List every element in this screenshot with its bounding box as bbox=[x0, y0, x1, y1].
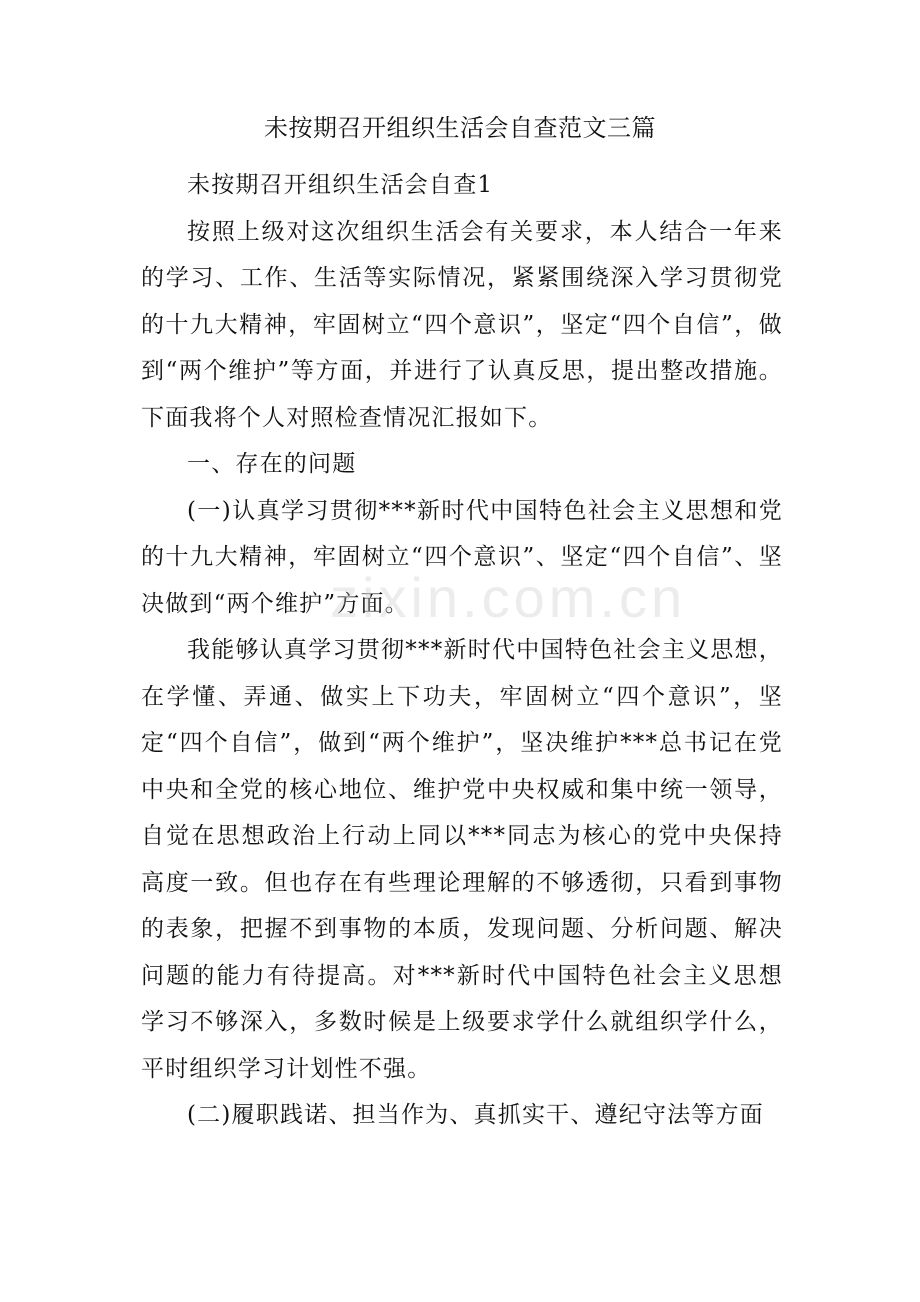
subheading-one: (一)认真学习贯彻***新时代中国特色社会主义思想和党的十九大精神，牢固树立“四个意识”、坚定“四个自信”、坚决做到“两个维护”方面。 bbox=[141, 497, 783, 617]
body-paragraph: 我能够认真学习贯彻***新时代中国特色社会主义思想，在学懂、弄通、做实上下功夫，牢固树立“四个意识”，坚定“四个自信”，做到“两个维护”，坚决维护***总书记在党中央和全党的核心地位、维护党中央权威和集中统一领导，自觉在思想政治上行动上同以***同志为核心的党中央保持高度一致。但也存在有些理论理解的不够透彻，只看到事物的表象，把握不到事物的本质，发现问题、分析问题、解决问题的能力有待提高。对***新时代中国特色社会主义思想学习不够深入，多数时候是上级要求学什么就组织学什么，平时组织学习计划性不强。 bbox=[141, 637, 783, 1082]
intro-paragraph: 按照上级对这次组织生活会有关要求，本人结合一年来的学习、工作、生活等实际情况，紧紧围绕深入学习贯彻党的十九大精神，牢固树立“四个意识”，坚定“四个自信”，做到“两个维护”等方面，并进行了认真反思，提出整改措施。下面我将个人对照检查情况汇报如下。 bbox=[141, 218, 783, 431]
subheading-two: (二)履职践诺、担当作为、真抓实干、遵纪守法等方面 bbox=[187, 1102, 764, 1128]
document-title: 未按期召开组织生活会自查范文三篇 bbox=[264, 114, 656, 142]
problems-heading: 一、存在的问题 bbox=[187, 451, 357, 477]
section-heading: 未按期召开组织生活会自查1 bbox=[187, 172, 494, 198]
watermark: zixin.com.cn bbox=[330, 566, 687, 629]
document-body bbox=[141, 162, 783, 1139]
